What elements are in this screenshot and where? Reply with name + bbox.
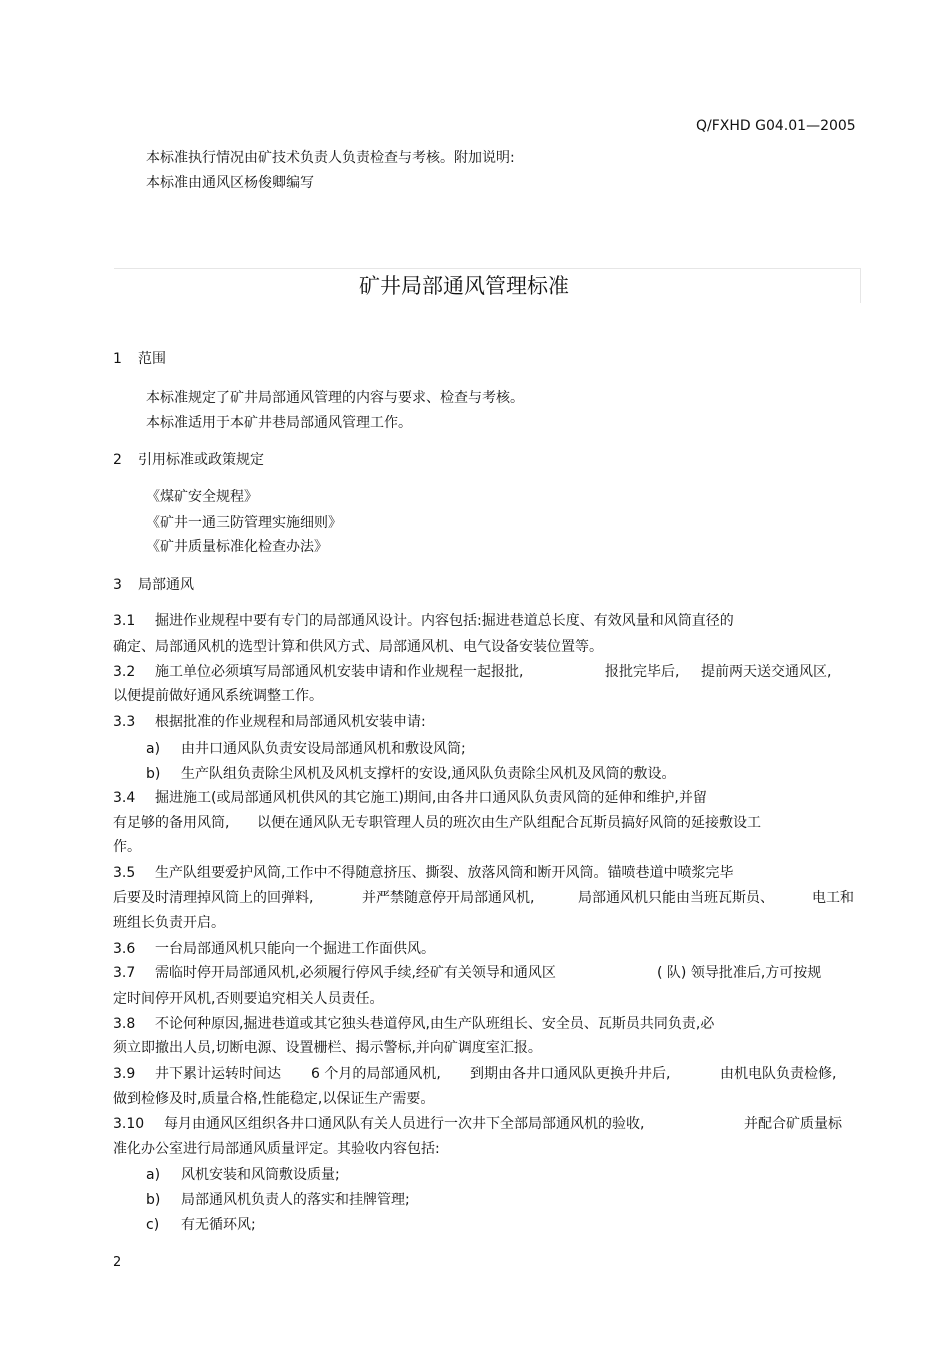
clause-3-10-item-a-label: a) bbox=[146, 1167, 161, 1183]
clause-3-6-number: 3.6 bbox=[113, 941, 136, 957]
clause-3-4-number: 3.4 bbox=[113, 790, 136, 806]
intro-line-1: 本标准执行情况由矿技术负责人负责检查与考核。附加说明: bbox=[146, 150, 515, 166]
reference-3: 《矿井质量标准化检查办法》 bbox=[146, 539, 328, 555]
section-2-heading: 引用标准或政策规定 bbox=[138, 452, 264, 468]
clause-3-10-item-b-label: b) bbox=[146, 1192, 161, 1208]
section-1-paragraph-1: 本标准规定了矿井局部通风管理的内容与要求、检查与考核。 bbox=[146, 390, 524, 406]
clause-3-7-number: 3.7 bbox=[113, 965, 136, 981]
clause-3-10-number: 3.10 bbox=[113, 1116, 145, 1132]
document-code: Q/FXHD G04.01—2005 bbox=[696, 118, 856, 134]
clause-3-10-item-a-text: 风机安装和风筒敷设质量; bbox=[181, 1167, 340, 1183]
section-2-number: 2 bbox=[113, 452, 122, 468]
intro-line-2: 本标准由通风区杨俊卿编写 bbox=[146, 175, 314, 191]
section-1-paragraph-2: 本标准适用于本矿井巷局部通风管理工作。 bbox=[146, 415, 412, 431]
clause-3-3-item-a-label: a) bbox=[146, 741, 161, 757]
clause-3-9-line-1-a: 井下累计运转时间达 bbox=[155, 1066, 281, 1082]
clause-3-5-line-2-c: 局部通风机只能由当班瓦斯员、 bbox=[578, 890, 774, 906]
clause-3-10-line-1-a: 每月由通风区组织各井口通风队有关人员进行一次井下全部局部通风机的验收, bbox=[164, 1116, 645, 1132]
clause-3-10-line-1-b: 并配合矿质量标 bbox=[744, 1116, 842, 1132]
clause-3-4-line-3: 作。 bbox=[113, 839, 141, 855]
section-3-number: 3 bbox=[113, 577, 122, 593]
clause-3-5-number: 3.5 bbox=[113, 865, 136, 881]
clause-3-1-number: 3.1 bbox=[113, 613, 136, 629]
section-1-heading: 范围 bbox=[138, 351, 166, 367]
clause-3-3-item-b-text: 生产队组负责除尘风机及风机支撑杆的安设,通风队负责除尘风机及风筒的敷设。 bbox=[181, 766, 676, 782]
clause-3-3-item-b-label: b) bbox=[146, 766, 161, 782]
clause-3-2-number: 3.2 bbox=[113, 664, 136, 680]
clause-3-3-number: 3.3 bbox=[113, 714, 136, 730]
clause-3-2-line-1-c: 提前两天送交通风区, bbox=[701, 664, 832, 680]
clause-3-1-line-2: 确定、局部通风机的选型计算和供风方式、局部通风机、电气设备安装位置等。 bbox=[113, 639, 603, 655]
clause-3-4-line-1: 掘进施工(或局部通风机供风的其它施工)期间,由各井口通风队负责风筒的延伸和维护,并留 bbox=[155, 790, 707, 806]
clause-3-8-number: 3.8 bbox=[113, 1016, 136, 1032]
clause-3-5-line-1: 生产队组要爱护风筒,工作中不得随意挤压、撕裂、放落风筒和断开风筒。锚喷巷道中喷浆完毕 bbox=[155, 865, 734, 881]
clause-3-10-item-c-label: c) bbox=[146, 1217, 160, 1233]
clause-3-4-line-2-b: 以便在通风队无专职管理人员的班次由生产队组配合瓦斯员搞好风筒的延接敷设工 bbox=[257, 815, 761, 831]
clause-3-9-number: 3.9 bbox=[113, 1066, 136, 1082]
clause-3-5-line-2-b: 并严禁随意停开局部通风机, bbox=[362, 890, 535, 906]
clause-3-2-line-1-a: 施工单位必须填写局部通风机安装申请和作业规程一起报批, bbox=[155, 664, 524, 680]
reference-1: 《煤矿安全规程》 bbox=[146, 489, 258, 505]
page-title: 矿井局部通风管理标准 bbox=[359, 274, 569, 298]
clause-3-5-line-3: 班组长负责开启。 bbox=[113, 915, 225, 931]
clause-3-2-line-2: 以便提前做好通风系统调整工作。 bbox=[113, 688, 323, 704]
page-number: 2 bbox=[113, 1255, 122, 1270]
clause-3-6-line-1: 一台局部通风机只能向一个掘进工作面供风。 bbox=[155, 941, 435, 957]
clause-3-9-line-1-d: 由机电队负责检修, bbox=[720, 1066, 837, 1082]
clause-3-7-line-1-a: 需临时停开局部通风机,必须履行停风手续,经矿有关领导和通风区 bbox=[155, 965, 556, 981]
clause-3-2-line-1-b: 报批完毕后, bbox=[605, 664, 680, 680]
clause-3-7-line-1-b: ( 队) 领导批准后,方可按规 bbox=[657, 965, 822, 981]
title-right-rule bbox=[860, 268, 861, 303]
reference-2: 《矿井一通三防管理实施细则》 bbox=[146, 515, 342, 531]
clause-3-9-line-1-b: 6 个月的局部通风机, bbox=[311, 1066, 441, 1082]
clause-3-10-item-c-text: 有无循环风; bbox=[181, 1217, 256, 1233]
clause-3-10-line-2: 准化办公室进行局部通风质量评定。其验收内容包括: bbox=[113, 1141, 440, 1157]
clause-3-5-line-2-a: 后要及时清理掉风筒上的回弹料, bbox=[113, 890, 314, 906]
clause-3-8-line-1: 不论何种原因,掘进巷道或其它独头巷道停风,由生产队班组长、安全员、瓦斯员共同负责,必 bbox=[155, 1016, 715, 1032]
clause-3-3-item-a-text: 由井口通风队负责安设局部通风机和敷设风筒; bbox=[181, 741, 466, 757]
clause-3-9-line-2: 做到检修及时,质量合格,性能稳定,以保证生产需要。 bbox=[113, 1091, 435, 1107]
clause-3-5-line-2-d: 电工和 bbox=[812, 890, 854, 906]
clause-3-4-line-2-a: 有足够的备用风筒, bbox=[113, 815, 230, 831]
clause-3-9-line-1-c: 到期由各井口通风队更换升井后, bbox=[470, 1066, 671, 1082]
section-1-number: 1 bbox=[113, 351, 122, 367]
clause-3-8-line-2: 须立即撤出人员,切断电源、设置栅栏、揭示警标,并向矿调度室汇报。 bbox=[113, 1040, 542, 1056]
clause-3-10-item-b-text: 局部通风机负责人的落实和挂牌管理; bbox=[181, 1192, 410, 1208]
title-top-rule bbox=[114, 268, 861, 269]
clause-3-3-line-1: 根据批准的作业规程和局部通风机安装申请: bbox=[155, 714, 426, 730]
clause-3-7-line-2: 定时间停开风机,否则要追究相关人员责任。 bbox=[113, 991, 384, 1007]
clause-3-1-line-1: 掘进作业规程中要有专门的局部通风设计。内容包括:掘进巷道总长度、有效风量和风筒直径的 bbox=[155, 613, 734, 629]
section-3-heading: 局部通风 bbox=[138, 577, 194, 593]
